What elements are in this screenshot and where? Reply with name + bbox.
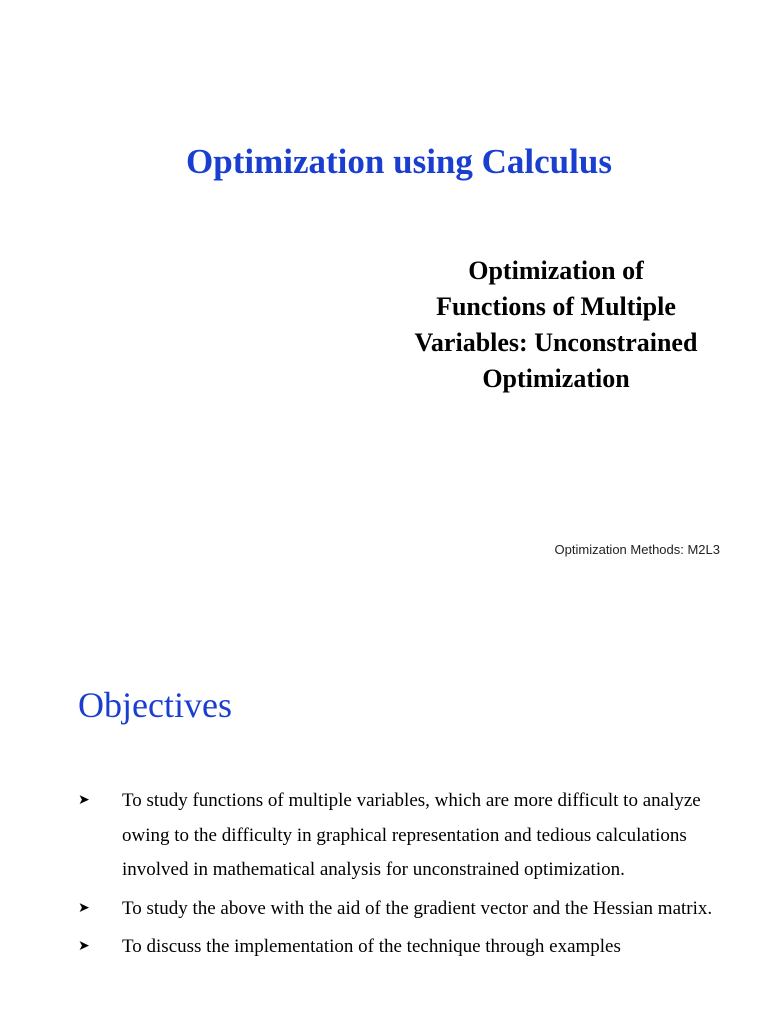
objectives-list	[0, 784, 768, 969]
subtitle-line: Variables: Unconstrained	[414, 328, 698, 357]
subtitle-line: Functions of Multiple	[436, 292, 676, 321]
arrowhead-bullet-icon: ➤	[78, 793, 90, 808]
list-item	[0, 930, 768, 965]
slide-footer: Optimization Methods: M2L3	[554, 542, 720, 557]
list-item-text: To study functions of multiple variables, which are more difficult to analyze owing to the difficulty in graphical representation and tedious calculations involved in mathematical analysis for unconstrained optimization.	[122, 790, 701, 880]
page-title: Optimization using Calculus	[186, 142, 612, 181]
list-item	[0, 892, 768, 927]
subtitle	[380, 253, 732, 397]
arrowhead-bullet-icon: ➤	[78, 939, 90, 954]
arrowhead-bullet-icon: ➤	[78, 900, 90, 916]
list-item	[0, 784, 768, 888]
objectives-heading: Objectives	[78, 685, 232, 725]
list-item-text: To study the above with the aid of the gradient vector and the Hessian matrix.	[122, 897, 713, 919]
subtitle-line: Optimization of	[468, 256, 644, 285]
subtitle-line: Optimization	[482, 364, 630, 393]
list-item-text: To discuss the implementation of the technique through examples	[122, 936, 621, 957]
